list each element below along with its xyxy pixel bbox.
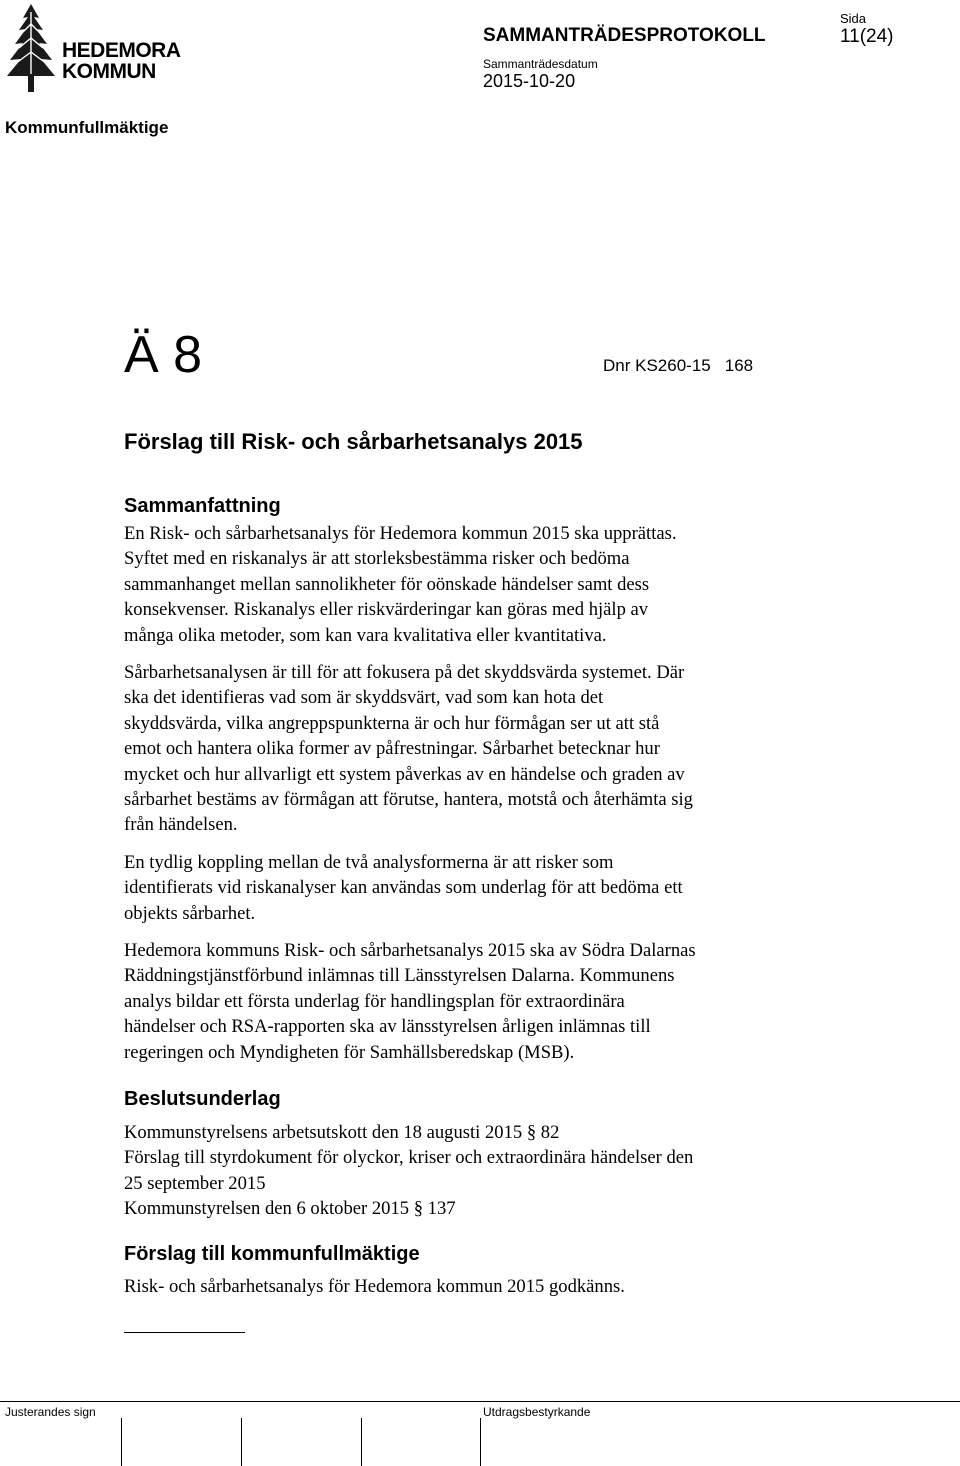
- body-name: Kommunfullmäktige: [5, 118, 169, 137]
- document-type: SAMMANTRÄDESPROTOKOLL: [483, 25, 766, 46]
- logo-text-line1: HEDEMORA: [62, 39, 181, 62]
- dnr-label: Dnr KS260-15: [603, 356, 711, 375]
- text-line: många olika metoder, som kan vara kvalitativa eller kvantitativa.: [124, 624, 607, 646]
- utdragsbestyrkande-label: Utdragsbestyrkande: [483, 1405, 591, 1419]
- text-line: konsekvenser. Riskanalys eller riskvärderingar kan göras med hjälp av: [124, 599, 649, 621]
- proposal-text: [124, 1274, 824, 1299]
- summary-paragraph-2: [124, 660, 824, 838]
- hedemora-kommun-logo: [5, 4, 180, 94]
- text-line: Hedemora kommuns Risk- och sårbarhetsanalys 2015 ska av Södra Dalarnas: [124, 940, 696, 961]
- basis-item: Kommunstyrelsens arbetsutskott den 18 augusti 2015 § 82: [124, 1122, 560, 1143]
- text-line: emot och hantera olika former av påfrestningar. Sårbarhet betecknar hur: [124, 738, 660, 760]
- text-line: identifierats vid riskanalyser kan användas som underlag för att bedöma ett: [124, 877, 683, 899]
- basis-item: 25 september 2015: [124, 1172, 266, 1194]
- basis-list: [124, 1120, 824, 1222]
- summary-paragraph-3: [124, 850, 824, 926]
- text-line: En tydlig koppling mellan de två analysformerna är att risker som: [124, 852, 614, 873]
- text-line: regeringen och Myndigheten för Samhällsberedskap (MSB).: [124, 1041, 575, 1063]
- signature-box-divider: [241, 1418, 242, 1466]
- basis-item: Kommunstyrelsen den 6 oktober 2015 § 137: [124, 1198, 456, 1220]
- text-line: från händelsen.: [124, 814, 238, 836]
- justerandes-sign-label: Justerandes sign: [5, 1405, 96, 1419]
- paragraph-number: Ä 8: [124, 326, 203, 384]
- text-line: Räddningstjänstförbund inlämnas till Länsstyrelsen Dalarna. Kommunens: [124, 965, 675, 987]
- text-line: En Risk- och sårbarhetsanalys för Hedemora kommun 2015 ska upprättas.: [124, 523, 677, 544]
- signature-box-divider: [121, 1418, 122, 1466]
- text-line: analys bildar ett första underlag för handlingsplan för extraordinära: [124, 990, 625, 1012]
- logo-text-line2: KOMMUN: [62, 60, 156, 83]
- page-number: 11(24): [840, 26, 894, 47]
- text-line: skyddsvärda, vilka angreppspunkterna är och hur förmågan ser ut att stå: [124, 712, 660, 734]
- summary-paragraph-1: [124, 521, 824, 648]
- summary-heading: Sammanfattning: [124, 495, 281, 517]
- meeting-date-value: 2015-10-20: [483, 71, 576, 91]
- meeting-date-label: Sammanträdesdatum: [483, 57, 598, 71]
- spruce-tree-icon: [5, 4, 57, 94]
- proposal-line: Risk- och sårbarhetsanalys för Hedemora kommun 2015 godkänns.: [124, 1276, 625, 1297]
- text-line: Syftet med en riskanalys är att storleksbestämma risker och bedöma: [124, 548, 630, 570]
- dnr-number: 168: [724, 356, 754, 375]
- footer-divider: [0, 1401, 960, 1402]
- basis-item: Förslag till styrdokument för olyckor, kriser och extraordinära händelser den: [124, 1147, 694, 1169]
- text-line: sårbarhet bestäms av förmågan att förutse, hantera, motstå och återhämta sig: [124, 789, 693, 811]
- case-title: Förslag till Risk- och sårbarhetsanalys 2015: [124, 429, 583, 454]
- page-label: Sida: [840, 11, 867, 26]
- diary-number: [603, 356, 753, 376]
- basis-heading: Beslutsunderlag: [124, 1088, 281, 1110]
- text-line: mycket och hur allvarligt ett system påverkas av en händelse och graden av: [124, 763, 685, 785]
- summary-paragraph-4: [124, 938, 824, 1065]
- text-line: händelser och RSA-rapporten ska av länsstyrelsen årligen inlämnas till: [124, 1016, 651, 1038]
- proposal-heading: Förslag till kommunfullmäktige: [124, 1243, 420, 1265]
- text-line: Sårbarhetsanalysen är till för att fokusera på det skyddsvärda systemet. Där: [124, 662, 685, 683]
- text-line: ska det identifieras vad som är skyddsvärt, vad som kan hota det: [124, 687, 604, 709]
- text-line: objekts sårbarhet.: [124, 902, 256, 924]
- signature-box-divider: [361, 1418, 362, 1466]
- signature-box-divider: [480, 1418, 481, 1466]
- end-rule: [124, 1332, 245, 1333]
- text-line: sammanhanget mellan sannolikheter för oönskade händelser samt dess: [124, 573, 650, 595]
